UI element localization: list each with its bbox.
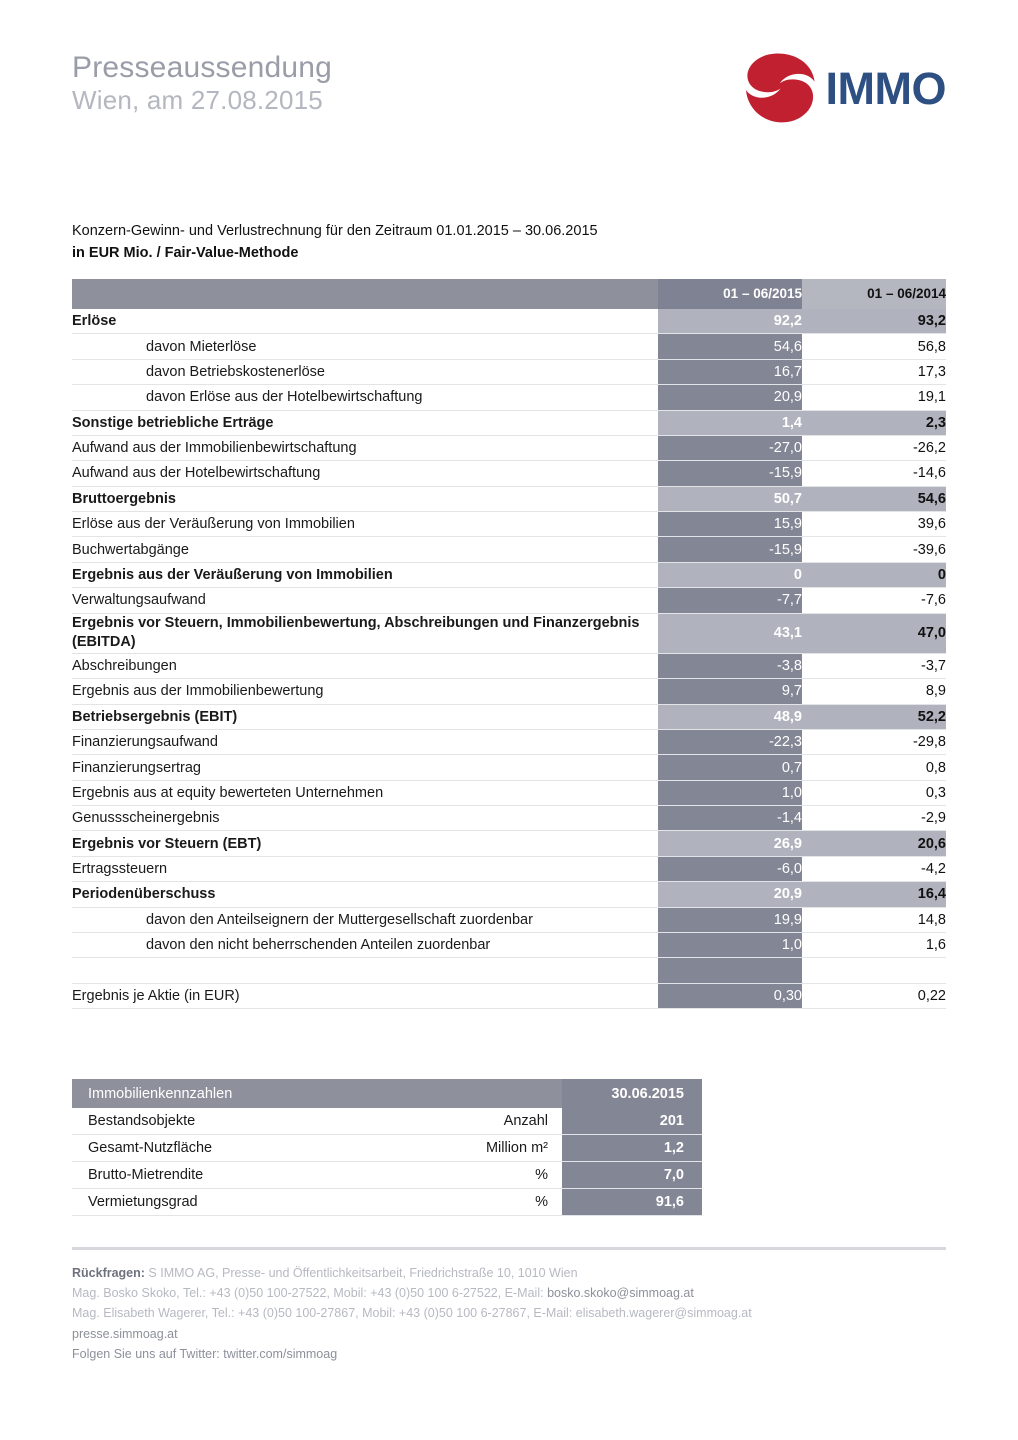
kpi-unit: Anzahl [432, 1108, 562, 1135]
kpi-table-body [72, 1108, 702, 1216]
footer-contact-line-2 [72, 1283, 946, 1303]
kpi-name: Bestandsobjekte [72, 1108, 432, 1135]
row-value-2014: 0,8 [802, 755, 946, 780]
table-row [72, 613, 946, 653]
row-label: Ergebnis vor Steuern, Immobilienbewertung, Abschreibungen und Finanzergebnis (EBITDA) [72, 613, 658, 653]
table-header-row [72, 279, 946, 309]
row-label: Ergebnis je Aktie (in EUR) [72, 983, 658, 1008]
row-value-2014: -3,7 [802, 653, 946, 678]
row-label: Ergebnis aus at equity bewerteten Unternehmen [72, 780, 658, 805]
row-value-2015: 9,7 [658, 679, 802, 704]
table-row [72, 486, 946, 511]
row-label: Bruttoergebnis [72, 486, 658, 511]
row-value-2015: 1,4 [658, 410, 802, 435]
row-value-2015: 19,9 [658, 907, 802, 932]
kpi-row [72, 1108, 702, 1135]
kpi-unit: % [432, 1189, 562, 1216]
row-value-2015: 1,0 [658, 780, 802, 805]
row-label: davon Erlöse aus der Hotelbewirtschaftung [72, 385, 658, 410]
kpi-name: Gesamt-Nutzfläche [72, 1135, 432, 1162]
row-label: Periodenüberschuss [72, 882, 658, 907]
row-value-2015: 0 [658, 562, 802, 587]
kpi-header-unit [432, 1079, 562, 1108]
row-value-2014: 1,6 [802, 933, 946, 958]
row-value-2014: 93,2 [802, 309, 946, 334]
statement-heading [72, 220, 946, 265]
row-value-2015: 50,7 [658, 486, 802, 511]
table-row [72, 562, 946, 587]
kpi-name: Vermietungsgrad [72, 1189, 432, 1216]
row-label: Aufwand aus der Immobilienbewirtschaftung [72, 435, 658, 460]
row-value-2014: 17,3 [802, 359, 946, 384]
row-value-2015: -7,7 [658, 588, 802, 613]
row-label: Ergebnis aus der Immobilienbewertung [72, 679, 658, 704]
column-header-2015: 01 – 06/2015 [658, 279, 802, 309]
table-row [72, 461, 946, 486]
income-statement-body [72, 309, 946, 1009]
page-header [72, 0, 946, 150]
row-label: Finanzierungsertrag [72, 755, 658, 780]
row-value-2014: -29,8 [802, 729, 946, 754]
row-value-2014: -26,2 [802, 435, 946, 460]
table-row [72, 435, 946, 460]
kpi-unit: Million m² [432, 1135, 562, 1162]
footer-email-1[interactable]: bosko.skoko@simmoag.at [547, 1286, 694, 1300]
table-row [72, 933, 946, 958]
row-label: davon Betriebskostenerlöse [72, 359, 658, 384]
kpi-row [72, 1162, 702, 1189]
row-value-2015: 26,9 [658, 831, 802, 856]
row-value-2014: 39,6 [802, 512, 946, 537]
table-row [72, 907, 946, 932]
property-kpi-table [72, 1079, 702, 1216]
row-label: Abschreibungen [72, 653, 658, 678]
kpi-name: Brutto-Mietrendite [72, 1162, 432, 1189]
row-label: davon den nicht beherrschenden Anteilen zuordenbar [72, 933, 658, 958]
row-label [72, 958, 658, 983]
row-value-2015: -1,4 [658, 806, 802, 831]
row-value-2015: -15,9 [658, 461, 802, 486]
page-footer [72, 1247, 946, 1364]
row-label: Finanzierungsaufwand [72, 729, 658, 754]
row-value-2015: 0,7 [658, 755, 802, 780]
row-value-2015 [658, 958, 802, 983]
row-label: Verwaltungsaufwand [72, 588, 658, 613]
footer-person-1: Mag. Bosko Skoko, Tel.: +43 (0)50 100-27522, Mobil: +43 (0)50 100 6-27522, E-Mail: [72, 1286, 548, 1300]
table-row [72, 856, 946, 881]
kpi-row [72, 1135, 702, 1162]
footer-contact-label: Rückfragen: [72, 1265, 145, 1280]
row-value-2015: -22,3 [658, 729, 802, 754]
row-value-2014: 47,0 [802, 613, 946, 653]
table-row [72, 806, 946, 831]
table-row [72, 831, 946, 856]
row-value-2015: 15,9 [658, 512, 802, 537]
row-label: Erlöse [72, 309, 658, 334]
table-row [72, 983, 946, 1008]
row-label: Aufwand aus der Hotelbewirtschaftung [72, 461, 658, 486]
table-row [72, 958, 946, 983]
statement-heading-line2: in EUR Mio. / Fair-Value-Methode [72, 245, 299, 262]
row-value-2014: 0,3 [802, 780, 946, 805]
row-value-2015: 1,0 [658, 933, 802, 958]
kpi-header-title: Immobilienkennzahlen [72, 1079, 432, 1108]
row-label: Betriebsergebnis (EBIT) [72, 704, 658, 729]
row-label: Ergebnis aus der Veräußerung von Immobilien [72, 562, 658, 587]
row-label: Erlöse aus der Veräußerung von Immobilien [72, 512, 658, 537]
column-header-label [72, 279, 658, 309]
row-value-2014: 8,9 [802, 679, 946, 704]
page-subtitle: Wien, am 27.08.2015 [72, 85, 323, 116]
row-value-2015: 20,9 [658, 882, 802, 907]
row-value-2014: -14,6 [802, 461, 946, 486]
row-value-2014: 56,8 [802, 334, 946, 359]
footer-contact-company: S IMMO AG, Presse- und Öffentlichkeitsarbeit, Friedrichstraße 10, 1010 Wien [144, 1265, 578, 1280]
table-row [72, 780, 946, 805]
row-value-2015: -27,0 [658, 435, 802, 460]
row-label: Ergebnis vor Steuern (EBT) [72, 831, 658, 856]
table-row [72, 537, 946, 562]
table-row [72, 512, 946, 537]
page-title: Presseaussendung [72, 51, 333, 84]
row-value-2015: 16,7 [658, 359, 802, 384]
row-label: Sonstige betriebliche Erträge [72, 410, 658, 435]
kpi-value: 7,0 [562, 1162, 702, 1189]
table-row [72, 385, 946, 410]
row-value-2015: -15,9 [658, 537, 802, 562]
row-value-2014: 54,6 [802, 486, 946, 511]
table-row [72, 334, 946, 359]
table-row [72, 410, 946, 435]
s-swirl-logo-icon [742, 52, 820, 124]
income-statement-table [72, 279, 946, 1009]
table-row [72, 729, 946, 754]
row-value-2014: 2,3 [802, 410, 946, 435]
row-value-2015: 54,6 [658, 334, 802, 359]
row-value-2015: -3,8 [658, 653, 802, 678]
row-value-2014: 0 [802, 562, 946, 587]
logo-wordmark: IMMO [825, 62, 946, 114]
row-value-2014: -7,6 [802, 588, 946, 613]
statement-heading-line1: Konzern-Gewinn- und Verlustrechnung für den Zeitraum 01.01.2015 – 30.06.2015 [72, 223, 598, 239]
row-value-2015: 48,9 [658, 704, 802, 729]
row-value-2014: 0,22 [802, 983, 946, 1008]
row-value-2014: 19,1 [802, 385, 946, 410]
table-row [72, 653, 946, 678]
row-value-2014: 14,8 [802, 907, 946, 932]
table-row [72, 309, 946, 334]
table-row [72, 588, 946, 613]
kpi-row [72, 1189, 702, 1216]
row-value-2015: 43,1 [658, 613, 802, 653]
row-label: Ertragssteuern [72, 856, 658, 881]
footer-divider [72, 1247, 946, 1250]
row-value-2014: -2,9 [802, 806, 946, 831]
simmo-logo [742, 52, 946, 124]
row-value-2015: 0,30 [658, 983, 802, 1008]
row-value-2015: -6,0 [658, 856, 802, 881]
kpi-unit: % [432, 1162, 562, 1189]
column-header-2014: 01 – 06/2014 [802, 279, 946, 309]
row-value-2014: -39,6 [802, 537, 946, 562]
row-value-2014 [802, 958, 946, 983]
table-row [72, 359, 946, 384]
table-row [72, 755, 946, 780]
row-value-2015: 92,2 [658, 309, 802, 334]
row-label: Genussscheinergebnis [72, 806, 658, 831]
kpi-header-row [72, 1079, 702, 1108]
table-row [72, 704, 946, 729]
header-titles [72, 50, 332, 117]
row-label: Buchwertabgänge [72, 537, 658, 562]
kpi-value: 91,6 [562, 1189, 702, 1216]
row-value-2014: 52,2 [802, 704, 946, 729]
kpi-header-date: 30.06.2015 [562, 1079, 702, 1108]
table-row [72, 679, 946, 704]
footer-website[interactable]: presse.simmoag.at [72, 1326, 178, 1341]
footer-contact-line-3: Mag. Elisabeth Wagerer, Tel.: +43 (0)50 100-27867, Mobil: +43 (0)50 100 6-27867, E-Mail: elisabeth.wagerer@simmoag.at [72, 1306, 752, 1321]
kpi-value: 201 [562, 1108, 702, 1135]
footer-contact-line-1 [72, 1263, 946, 1283]
row-label: davon den Anteilseignern der Muttergesellschaft zuordenbar [72, 907, 658, 932]
footer-twitter[interactable]: Folgen Sie uns auf Twitter: twitter.com/simmoag [72, 1346, 338, 1361]
row-label: davon Mieterlöse [72, 334, 658, 359]
row-value-2014: 20,6 [802, 831, 946, 856]
kpi-value: 1,2 [562, 1135, 702, 1162]
table-row [72, 882, 946, 907]
row-value-2014: -4,2 [802, 856, 946, 881]
row-value-2015: 20,9 [658, 385, 802, 410]
row-value-2014: 16,4 [802, 882, 946, 907]
